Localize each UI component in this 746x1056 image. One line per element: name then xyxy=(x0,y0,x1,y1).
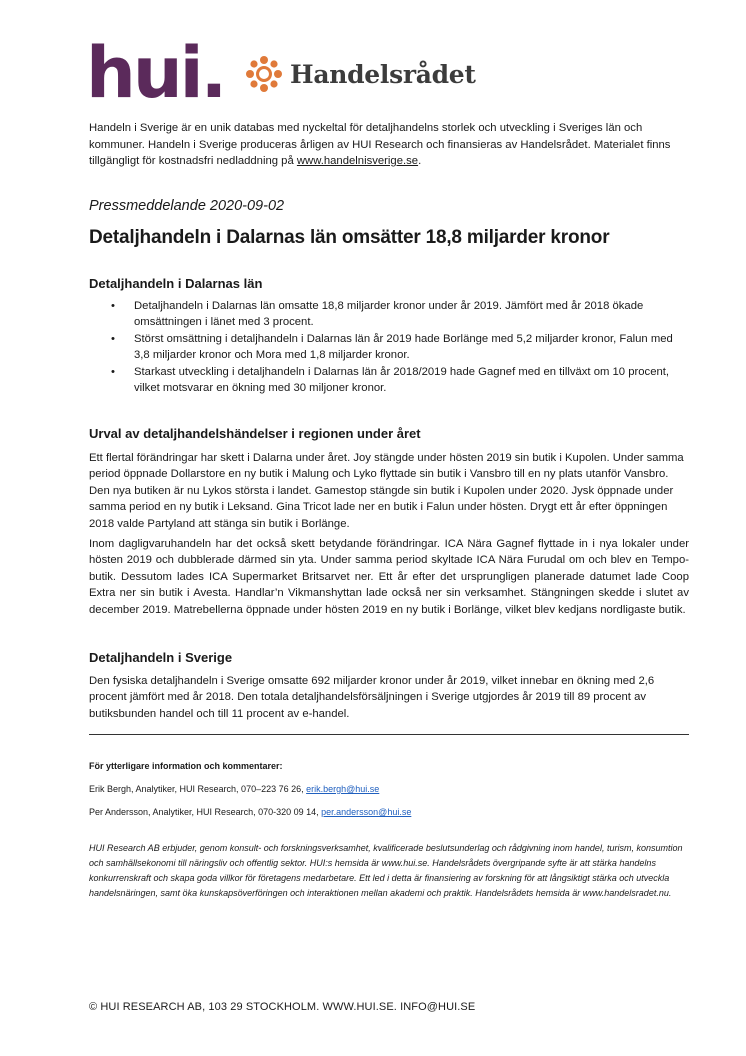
intro-paragraph xyxy=(89,120,689,170)
section-heading-events: Urval av detaljhandelshändelser i regionen under året xyxy=(89,426,421,441)
page-title: Detaljhandeln i Dalarnas län omsätter 18,8 miljarder kronor xyxy=(89,227,610,248)
contact-heading: För ytterligare information och kommentarer: xyxy=(89,761,283,771)
divider xyxy=(89,734,689,735)
press-release-date: Pressmeddelande 2020-09-02 xyxy=(89,198,285,214)
dalarna-bullet-list xyxy=(89,298,689,396)
bullet-icon: • xyxy=(111,332,115,345)
section-heading-sverige: Detaljhandeln i Sverige xyxy=(89,650,233,665)
bullet-icon: • xyxy=(111,300,115,312)
sverige-paragraph: Den fysiska detaljhandeln i Sverige omsatte 692 miljarder kronor under år 2019, vilket innebar en ökning med 2,6 procent jämfört med år 2018. Den totala detaljhandelsförsäljningen i Sverige utgjordes år 2019 till 89 procent av butiksbunden handel och till 11 procent av e-handel. xyxy=(89,675,655,720)
contact-erik: Erik Bergh, Analytiker, HUI Research, 070–223 76 26, erik.bergh@hui.se xyxy=(89,784,380,794)
header-logos xyxy=(86,32,506,114)
handelnisverige-link[interactable]: www.handelnisverige.se xyxy=(296,155,419,167)
events-paragraph-2: Inom dagligvaruhandeln har det också skett betydande förändringar. ICA Nära Gagnef flyttade in i nya lokaler under hösten 2019 och dubblerade därmed sin yta. Under samma period skyltade ICA Nära Furudal om och blev en Tempo-butik. Dessutom lades ICA Supermarket Britsarvet ner. Ett år efter det ursprungligen planerade datumet lade Coop Extra ner sin butik i Avesta. Handlar’n Vikmanshyttan lade också ner sin verksamhet. Stängningen skedde i slutet av december 2019. Matrebellerna öppnade under hösten 2019 en ny butik i Borlänge, vilket blev kedjans nordligaste butik. xyxy=(89,538,689,616)
handelsradet-flower-icon xyxy=(244,54,284,94)
about-paragraph: HUI Research AB erbjuder, genom konsult- och forskningsverksamhet, kvalificerade beslutsunderlag och rådgivning inom handel, turism, konsumtion och samhällsekonomi till näringsliv och offentlig sektor. HUI:s hemsida är www.hui.se. Handelsrådets övergripande syfte är att stärka handelns konkurrenskraft och skapa goda villkor för företagens medarbetare. Ett led i detta är finansiering av forskning för att långsiktigt stärka och utveckla handelsnäringen, samt öka kunskapsöverföringen och interaktionen mellan akademi och praktik. Handelsrådets hemsida är www.handelsradet.nu. xyxy=(89,843,683,899)
handelsradet-wordmark: Handelsrådet xyxy=(290,59,476,89)
contact-per: Per Andersson, Analytiker, HUI Research, 070-320 09 14, per.andersson@hui.se xyxy=(89,807,412,817)
handelsradet-logo xyxy=(244,54,476,94)
events-paragraph-1: Ett flertal förändringar har skett i Dalarna under året. Joy stängde under hösten 2019 sin butik i Kupolen. Under samma period öppnade Dollarstore en ny butik i Malung och Lyko flyttade sin butik i Vansbro till en ny plats utanför Vansbro. Den nya butiken är nu Lykos största i landet. Gamestop stängde sin butik i Kupolen under 2020. Jysk öppnade under samma period en ny butik i Leksand. Gina Tricot lade ner en butik i Falun under hösten. Drygt ett år efter öppningen 2018 valde Partyland att stänga sin butik i Borlänge. xyxy=(89,452,684,530)
email-link-erik[interactable]: erik.bergh@hui.se xyxy=(306,784,380,794)
bullet-icon: • xyxy=(111,365,115,378)
intro-text: Handeln i Sverige är en unik databas med nyckeltal för detaljhandelns storlek och utveckling i Sveriges län och kommuner. Handeln i Sverige produceras årligen av HUI Research och finansieras av Handelsrådet. Materialet finns tillgängligt för kostnadsfri nedladdning på xyxy=(89,122,671,167)
list-item: • Störst omsättning i detaljhandeln i Dalarnas län år 2019 hade Borlänge med 5,2 miljarder kronor, Falun med 3,8 miljarder kronor och Mora med 1,8 miljarder kronor. xyxy=(111,332,673,362)
section-heading-dalarna: Detaljhandeln i Dalarnas län xyxy=(89,276,263,291)
list-item: • Detaljhandeln i Dalarnas län omsatte 18,8 miljarder kronor under år 2019. Jämfört med år 2018 ökade omsättningen i länet med 3 procent. xyxy=(111,300,644,329)
intro-text-end: . xyxy=(418,155,422,167)
email-link-per[interactable]: per.andersson@hui.se xyxy=(321,807,412,817)
list-item: • Starkast utveckling i detaljhandeln i Dalarnas län år 2018/2019 hade Gagnef med en tillväxt om 10 procent, vilket motsvarar en ökning med 30 miljoner kronor. xyxy=(111,365,670,395)
page-footer: © HUI RESEARCH AB, 103 29 STOCKHOLM. WWW.HUI.SE. INFO@HUI.SE xyxy=(89,1001,476,1013)
hui-logo: hui. xyxy=(86,32,225,114)
